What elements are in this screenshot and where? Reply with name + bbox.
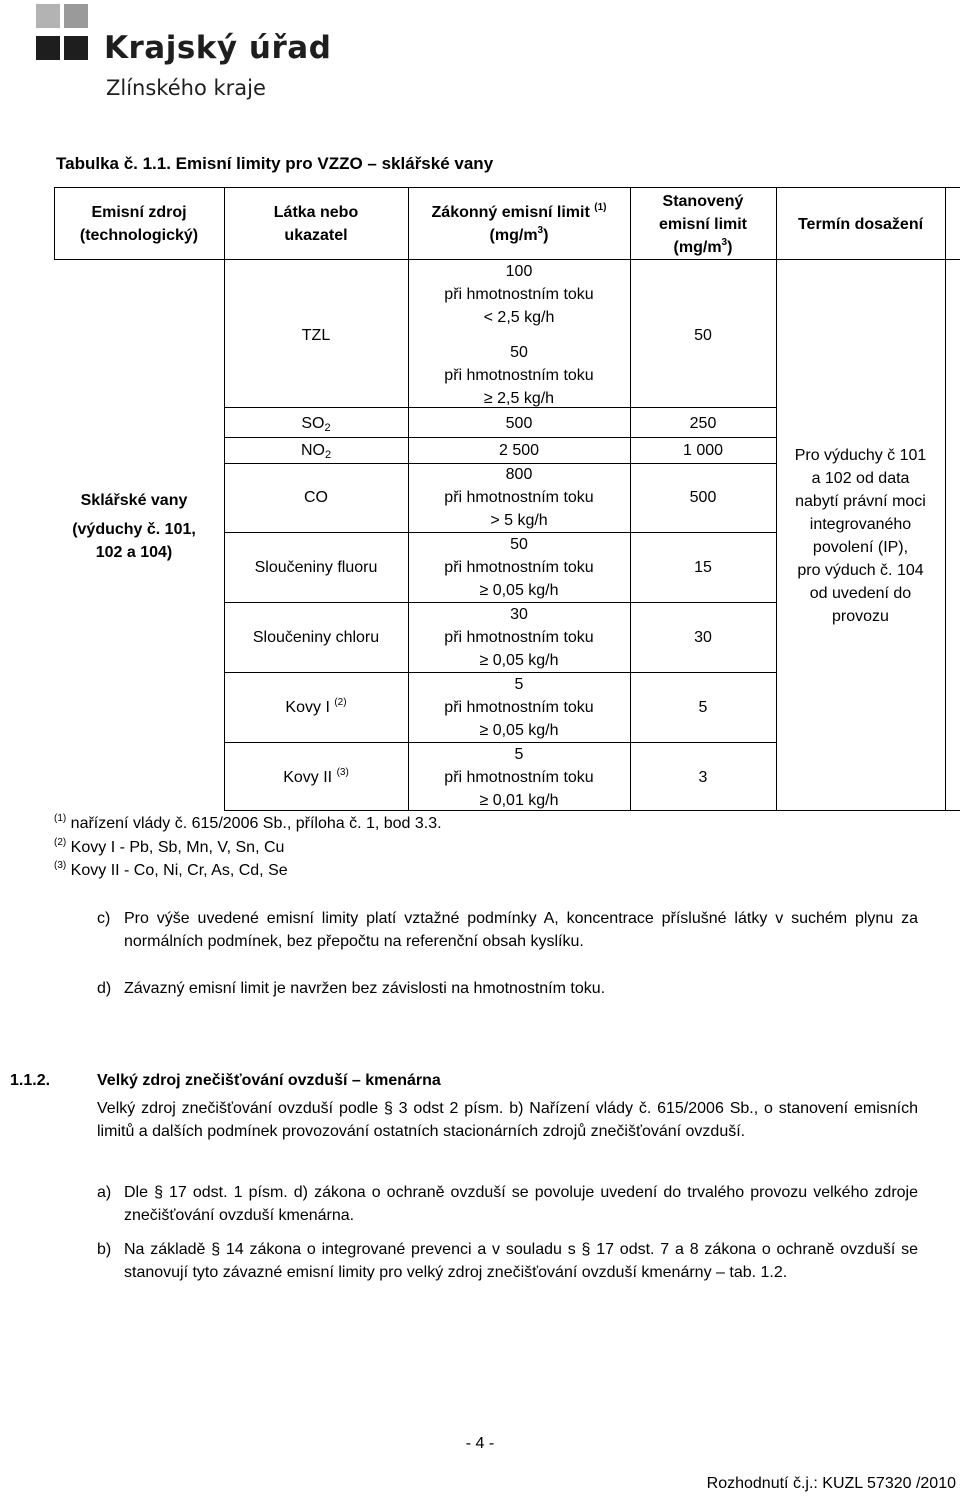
item-b-text: Na základě § 14 zákona o integrované prevenci a v souladu s § 17 odst. 7 a 8 zákona o ochraně ovzduší se stanovují tyto závazné emisní limity pro velký zdroj znečišťování ovzduší kmenárny – tab. 1.2. [124,1241,918,1281]
logo-square-light [36,4,60,28]
legal-limit-tzl: 100 při hmotnostním toku < 2,5 kg/h 50 při hmotnostním toku ≥ 2,5 kg/h [444,263,594,407]
para-d-label: d) [97,980,112,997]
item-a-label: a) [97,1184,112,1201]
substance-co: CO [304,489,328,506]
set-limit-kovy-1: 5 [698,699,708,716]
substance-kovy-1: Kovy I $^{(2)}$ [285,697,347,716]
header-source: Emisní zdroj (technologický) [79,204,199,244]
item-a-text: Dle § 17 odst. 1 písm. d) zákona o ochraně ovzduší se povoluje uvedení do trvalého provozu velkého zdroje znečišťování ovzduší kmenárna. [124,1184,918,1224]
logo-square-dark [36,36,60,60]
substance-tzl: TZL [301,327,331,344]
footnote: $^{(1)}$ nařízení vlády č. 615/2006 Sb., příloha č. 1, bod 3.3. [54,813,442,832]
legal-limit-kovy-2: 5 při hmotnostním toku ≥ 0,01 kg/h [444,746,594,809]
legal-limit-chlor: 30 při hmotnostním toku ≥ 0,05 kg/h [444,606,594,669]
emission-limits-table [54,187,960,811]
section-intro: Velký zdroj znečišťování ovzduší podle § 3 odst 2 písm. b) Nařízení vlády č. 615/2006 Sb., o stanovení emisních limitů a dalších podmínek provozování ostatních stacionárních zdrojů znečišťování ovzduší. [97,1100,918,1140]
set-limit-tzl: 50 [694,327,712,344]
deadline-cell: Pro výduchy č 101 a 102 od data nabytí právní moci integrovaného povolení (IP), pro výduch č. 104 od uvedení do provozu [794,447,927,625]
header-substance: Látka nebo ukazatel [273,204,359,244]
set-limit-no2: 1 000 [682,442,724,459]
para-c-text: Pro výše uvedené emisní limity platí vztažné podmínky A, koncentrace příslušné látky v suchém plynu za normálních podmínek, bez přepočtu na referenční obsah kyslíku. [124,910,918,950]
set-limit-co: 500 [689,489,717,506]
legal-limit-so2: 500 [505,415,533,432]
section-title: Velký zdroj znečišťování ovzduší – kmenárna [97,1072,441,1089]
item-b-label: b) [97,1241,112,1258]
source-cell: Sklářské vany (výduchy č. 101, 102 a 104) [72,492,196,561]
set-limit-chlor: 30 [694,629,712,646]
logo-square-light [64,4,88,28]
logo-square-dark [64,36,88,60]
legal-limit-co: 800 při hmotnostním toku > 5 kg/h [444,466,594,529]
para-c-label: c) [97,910,111,927]
para-d-text: Závazný emisní limit je navržen bez závislosti na hmotnostním toku. [124,980,606,997]
table-caption: Tabulka č. 1.1. Emisní limity pro VZZO – sklářské vany [56,154,494,173]
logo-title: Krajský úřad [104,30,332,66]
legal-limit-kovy-1: 5 při hmotnostním toku ≥ 0,05 kg/h [444,676,594,739]
document-reference: Rozhodnutí č.j.: KUZL 57320 /2010 [706,1475,956,1492]
set-limit-fluor: 15 [694,559,712,576]
substance-so2: $SO_2$ [301,415,331,434]
page-number: - 4 - [465,1435,495,1452]
footnote: $^{(2)}$ Kovy I - Pb, Sb, Mn, V, Sn, Cu [54,837,285,856]
substance-kovy-2: Kovy II $^{(3)}$ [283,767,349,786]
header-set-limit: Stanovený emisní limit $(mg/m^3)$ [658,193,748,256]
substance-fluor: Sloučeniny fluoru [254,559,378,576]
section-number: 1.1.2. [10,1072,51,1089]
logo-subtitle: Zlínského kraje [106,76,266,100]
footnote: $^{(3)}$ Kovy II - Co, Ni, Cr, As, Cd, Se [54,860,288,879]
legal-limit-no2: 2 500 [498,442,540,459]
header-deadline: Termín dosažení [797,216,924,233]
header-legal-limit: Zákonný emisní limit $^{(1)}$ $(mg/m^3)$ [431,202,607,244]
table-border-top [54,187,960,188]
legal-limit-fluor: 50 při hmotnostním toku ≥ 0,05 kg/h [444,536,594,599]
set-limit-so2: 250 [689,415,717,432]
set-limit-kovy-2: 3 [698,769,708,786]
substance-no2: $NO_2$ [300,442,332,461]
table-border-right [945,187,946,811]
substance-chlor: Sloučeniny chloru [252,629,380,646]
